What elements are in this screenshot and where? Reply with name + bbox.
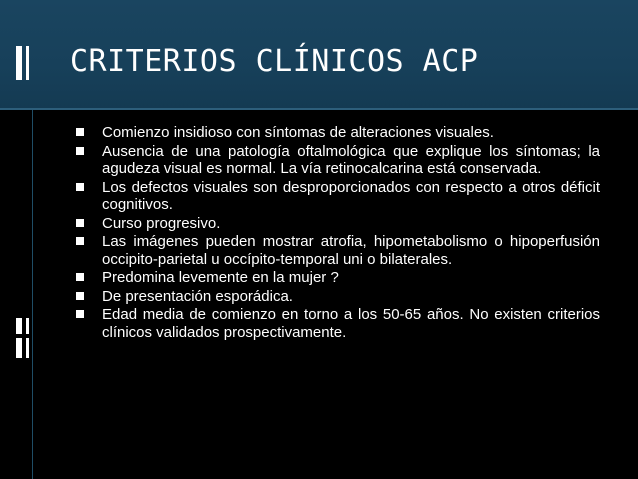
square-bullet-icon — [76, 128, 84, 136]
square-bullet-icon — [76, 237, 84, 245]
list-item — [72, 179, 600, 214]
square-bullet-icon — [76, 219, 84, 227]
list-item — [72, 288, 600, 306]
square-bullet-icon — [76, 147, 84, 155]
bullet-text: Las imágenes pueden mostrar atrofia, hipometabolismo o hipoperfusión occipito-parietal u occípito-temporal uni o bilaterales. — [102, 233, 600, 268]
list-item — [72, 269, 600, 287]
bullet-list — [72, 124, 600, 342]
decorative-bar — [26, 46, 29, 80]
list-item — [72, 124, 600, 142]
decorative-bar — [16, 318, 22, 334]
bullet-text: Los defectos visuales son desproporcionados con respecto a otros déficit cognitivos. — [102, 178, 600, 213]
list-item — [72, 143, 600, 178]
left-rule — [32, 110, 33, 479]
slide-title: CRITERIOS CLÍNICOS ACP — [70, 44, 479, 79]
bullet-text: Curso progresivo. — [102, 214, 221, 232]
bullet-text: Predomina levemente en la mujer ? — [102, 269, 339, 286]
bullet-text: Comienzo insidioso con síntomas de alteraciones visuales. — [102, 124, 494, 141]
bullet-text: De presentación esporádica. — [102, 287, 293, 305]
square-bullet-icon — [76, 310, 84, 318]
list-item — [72, 233, 600, 268]
decorative-bar — [16, 338, 22, 358]
bullet-text: Edad media de comienzo en torno a los 50-65 años. No existen criterios clínicos validados prospectivamente. — [102, 306, 600, 341]
decorative-bar — [16, 46, 22, 80]
title-band-divider — [0, 108, 638, 110]
list-item — [72, 306, 600, 341]
bullet-text: Ausencia de una patología oftalmológica que explique los síntomas; la agudeza visual es normal. La vía retinocalcarina está conservada. — [102, 142, 600, 177]
list-item — [72, 215, 600, 233]
square-bullet-icon — [76, 183, 84, 191]
decorative-bar — [26, 318, 29, 334]
decorative-bar — [26, 338, 29, 358]
square-bullet-icon — [76, 273, 84, 281]
square-bullet-icon — [76, 292, 84, 300]
